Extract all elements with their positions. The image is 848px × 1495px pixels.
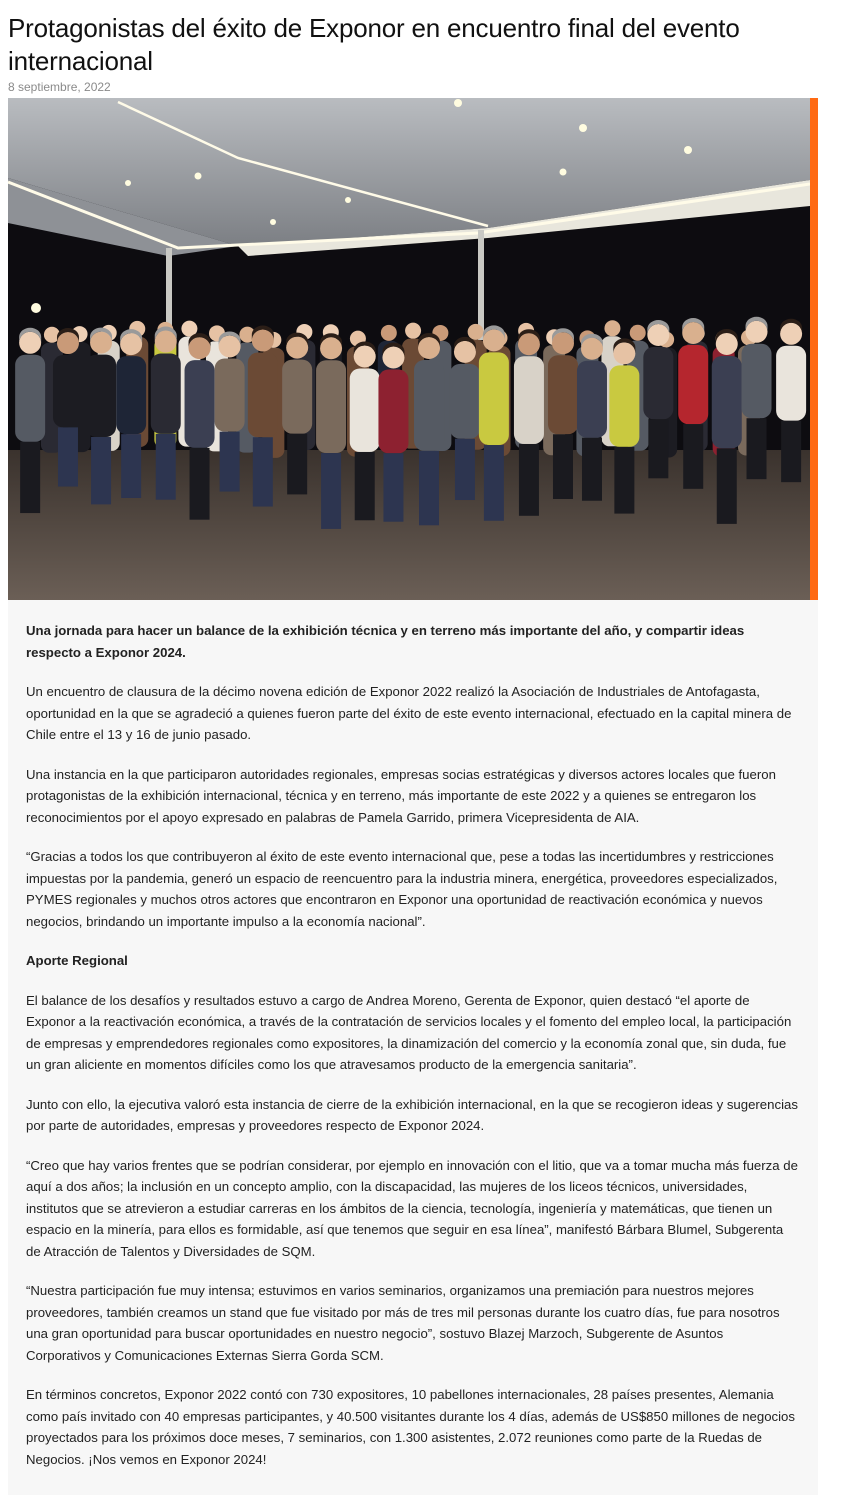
article-title: Protagonistas del éxito de Exponor en encuentro final del evento internacional [8,13,740,76]
article-paragraph: Junto con ello, la ejecutiva valoró esta instancia de cierre de la exhibición internacional, en la que se recogieron ideas y sugerencias por parte de autoridades, empresas y proveedores respecto de Exponor 2024. [26,1096,798,1133]
article-subheading: Aporte Regional [26,953,128,968]
article-paragraph: En términos concretos, Exponor 2022 contó con 730 expositores, 10 pabellones internacionales, 28 países presentes, Alemania como país invitado con 40 empresas participantes, y 40.500 visitantes durante los 4 días, además de US$850 millones de negocios proyectados para los próximos doce meses, 7 seminarios, con 1.300 asistentes, 2.072 reuniones como parte de la Ruedas de Negocios. ¡Nos vemos en Exponor 2024! [26,1387,795,1467]
article-paragraph: “Gracias a todos los que contribuyeron al éxito de este evento internacional que, pese a todas las incertidumbres y restricciones impuestas por la pandemia, generó un espacio de reencuentro para la industria minera, energética, proveedores especializados, PYMES regionales y muchos otros actores que encontraron en Exponor una oportunidad de reactivación económica y nuevos negocios, brindando un importante impulso a la economía nacional”. [26,849,778,929]
article-paragraph: “Creo que hay varios frentes que se podrían considerar, por ejemplo en innovación con el litio, que va a tomar mucha más fuerza de aquí a dos años; la inclusión en un concepto amplio, con la discapacidad, las mujeres de los liceos técnicos, universidades, institutos que se atrevieron a estudiar carreras en los ámbitos de la ciencia, tecnología, ingeniería y matemáticas, que tienen un espacio en la minería, para ellos es formidable, así que tenemos que seguir en esa línea”, manifestó Bárbara Blumel, Subgerenta de Atracción de Talentos y Diversidades de SQM. [26,1157,798,1259]
article-date: 8 septiembre, 2022 [8,80,111,94]
article-body [26,620,798,1488]
article-lead: Una jornada para hacer un balance de la exhibición técnica y en terreno más importante del año, y compartir ideas respecto a Exponor 2024. [26,623,745,660]
accent-bar [810,98,818,603]
article-paragraph: Un encuentro de clausura de la décimo novena edición de Exponor 2022 realizó la Asociación de Industriales de Antofagasta, oportunidad en la que se agradeció a quienes fueron parte del éxito de este evento internacional, efectuado en la capital minera de Chile entre el 13 y 16 de junio pasado. [26,684,792,742]
article-paragraph: El balance de los desafíos y resultados estuvo a cargo de Andrea Moreno, Gerenta de Exponor, quien destacó “el aporte de Exponor a la reactivación económica, a través de la contratación de servicios locales y el fomento del empleo local, la participación de empresas y emprendedores regionales como expositores, la dinamización del comercio y la economía zonal que, sin duda, fue un gran aliciente en momentos difíciles como los que atravesamos producto de la emergencia sanitaria”. [26,992,792,1072]
article-paragraph: Una instancia en la que participaron autoridades regionales, empresas socias estratégicas y diversos actores locales que fueron protagonistas de la exhibición internacional, técnica y en terreno, más importante de este 2022 y a quienes se entregaron los reconocimientos por el apoyo expresado en palabras de Pamela Garrido, primera Vicepresidenta de AIA. [26,766,776,825]
article-paragraph: “Nuestra participación fue muy intensa; estuvimos en varios seminarios, organizamos una premiación para nuestros mejores proveedores, también creamos un stand que fue visitado por más de tres mil personas durante los cuatro días, fue para nosotros una gran oportunidad para buscar oportunidades en nuestro negocio”, sostuvo Blazej Marzoch, Subgerente de Asuntos Corporativos y Comunicaciones Externas Sierra Gorda SCM. [26,1283,780,1363]
group-photo-image [8,98,810,600]
